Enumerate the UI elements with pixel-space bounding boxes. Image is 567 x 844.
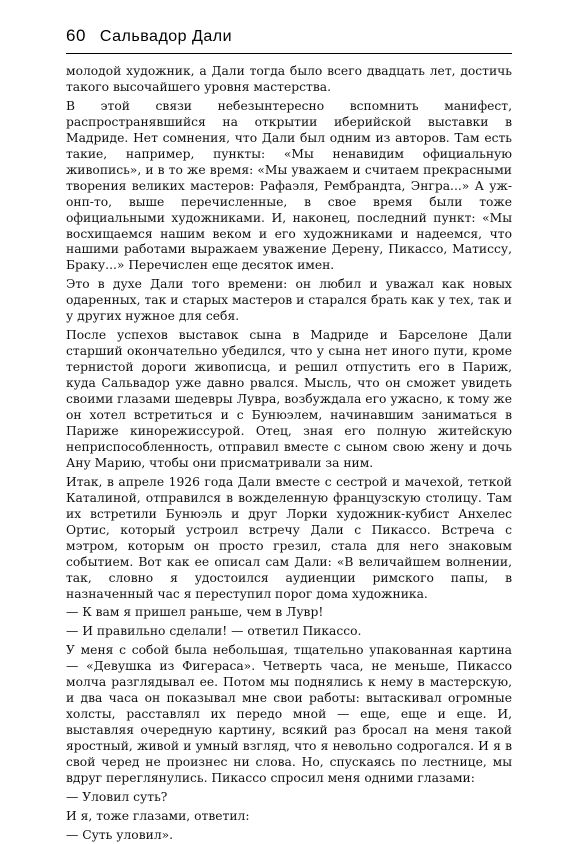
paragraph: У меня с собой была небольшая, тщательно упакованная картина — «Девушка из Фигераса». Четверть часа, не меньше, Пикассо молча разглядывал ее. Потом мы поднялись к нему в мастерскую, и два часа он показывал мне свои работы: вытаскивал огромные холсты, расставлял их передо мной — еще, еще и еще. И, выставляя очередную картину, всякий раз бросал на меня такой яростный, живой и умный взгляд, что я невольно содрогался. И я в свой черед не произнес ни слова. Но, спускаясь по лестнице, мы вдруг переглянулись. Пикассо спросил меня одними глазами:: [66, 643, 512, 785]
dialogue-line: — К вам я пришел раньше, чем в Лувр!: [66, 605, 324, 620]
dialogue-line: — Суть уловил».: [66, 827, 174, 842]
paragraph: Итак, в апреле 1926 года Дали вместе с сестрой и мачехой, теткой Каталиной, отправился в вожделенную французскую столицу. Там их встретили Бунюэль и друг Лорки художник-кубист Анхелес Ортис, который устроил встречу Дали с Пикассо. Встреча с мэтром, которым он просто грезил, стала для него знаковым событием. Вот как ее описал сам Дали: «В величайшем волнении, так, словно я удостоился аудиенции римского папы, в назначенный час я переступил порог дома художника.: [66, 474, 512, 601]
header-rule: [66, 53, 512, 54]
running-head: Сальвадор Дали: [99, 28, 233, 45]
page-number: 60: [66, 26, 86, 45]
paragraph: молодой художник, а Дали тогда было всего двадцать лет, достичь такого высочайшего уровня мастерства.: [66, 64, 512, 94]
page-header: [66, 26, 512, 50]
paragraph: В этой связи небезынтересно вспомнить манифест, распространявшийся на открытии иберийской выставки в Мадриде. Нет сомнения, что Дали был одним из авторов. Там есть такие, например, пункты: «Мы ненавидим официальную живопись», и в то же время: «Мы уважаем и считаем прекрасными творения великих мастеров: Рафаэля, Рембрандта, Энгра...» А уж-онп-то, выше перечисленные, в свое время были тоже официальными художниками. И, наконец, последний пункт: «Мы восхищаемся нашим веком и его художниками и надеемся, что нашими работами выражаем уважение Дерену, Пикассо, Матиссу, Браку...» Перечислен еще десяток имен.: [66, 98, 512, 273]
paragraph: Это в духе Дали того времени: он любил и уважал как новых одаренных, так и старых мастеров и старался брать как у тех, так и у других нужное для себя.: [66, 277, 512, 324]
paragraph: И я, тоже глазами, ответил:: [66, 808, 250, 823]
dialogue-line: — И правильно сделали! — ответил Пикассо.: [66, 624, 362, 639]
paragraph: После успехов выставок сына в Мадриде и Барселоне Дали старший окончательно убедился, что у сына нет иного пути, кроме тернистой дороги живописца, и решил отпустить его в Париж, куда Сальвадор уже давно рвался. Мысль, что он сможет увидеть своими глазами шедевры Лувра, возбуждала его ужасно, к тому же он хотел встретиться и с Бунюэлем, начинавшим заниматься в Париже кинорежиссурой. Отец, зная его полную житейскую неприспособленность, отправил вместе с сыном свою жену и дочь Ану Марию, чтобы они присматривали за ним.: [66, 328, 512, 470]
body-text: [66, 64, 512, 844]
dialogue-line: — Уловил суть?: [66, 789, 168, 804]
